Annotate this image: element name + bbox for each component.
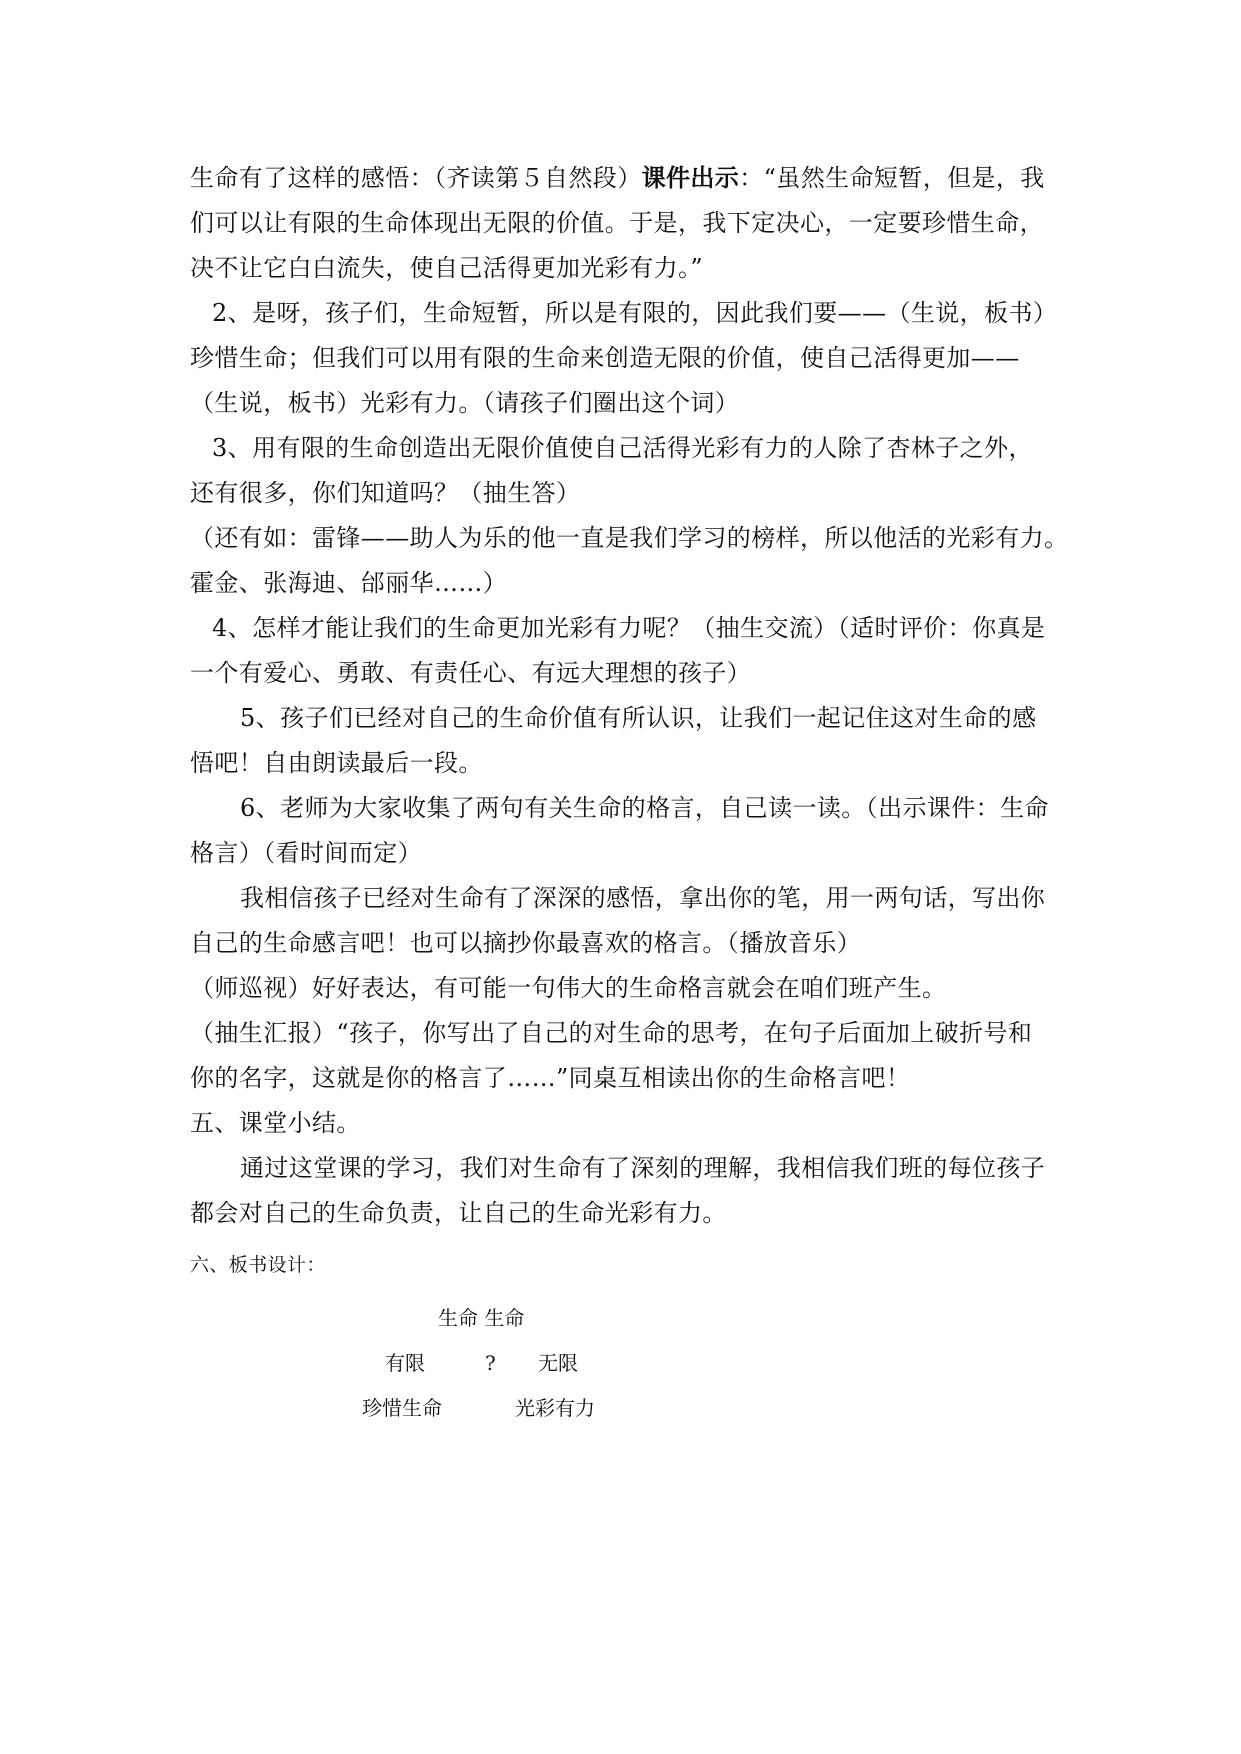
section-heading-board-design: 六、板书设计： [190, 1254, 326, 1276]
line-1-quote: ：“虽然生命短暂，但是，我 [739, 164, 1045, 192]
line-1-text: 生命有了这样的感悟：（齐读第５自然段） [190, 164, 642, 192]
paragraph-line-21: 你的名字，这就是你的格言了……”同桌互相读出你的生命格言吧！ [190, 1064, 911, 1092]
paragraph-line-9: （还有如：雷锋——助人为乐的他一直是我们学习的榜样，所以他活的光彩有力。 [190, 524, 1069, 552]
courseware-label: 课件出示 [641, 163, 740, 192]
paragraph-line-18: 自己的生命感言吧！也可以摘抄你最喜欢的格言。（播放音乐） [190, 929, 862, 957]
paragraph-line-14: 悟吧！自由朗读最后一段。 [190, 749, 483, 777]
board-title: 生命 生命 [438, 1306, 525, 1330]
paragraph-line-10: 霍金、张海迪、邰丽华……） [190, 569, 508, 597]
paragraph-line-3: 决不让它白白流失，使自己活得更加光彩有力。” [190, 254, 704, 282]
paragraph-line-7: 3、用有限的生命创造出无限价值使自己活得光彩有力的人除了杏林子之外， [212, 434, 1033, 462]
paragraph-line-1 [190, 163, 1045, 193]
paragraph-line-8: 还有很多，你们知道吗？（抽生答） [190, 479, 581, 507]
paragraph-line-19: （师巡视）好好表达，有可能一句伟大的生命格言就会在咱们班产生。 [190, 974, 947, 1002]
board-right-bottom: 光彩有力 [515, 1396, 595, 1420]
section-heading-summary: 五、课堂小结。 [190, 1109, 361, 1137]
paragraph-line-23: 通过这堂课的学习，我们对生命有了深刻的理解，我相信我们班的每位孩子 [240, 1154, 1046, 1182]
paragraph-line-5: 珍惜生命；但我们可以用有限的生命来创造无限的价值，使自己活得更加—— [190, 344, 1020, 372]
paragraph-line-2: 们可以让有限的生命体现出无限的价值。于是，我下定决心，一定要珍惜生命， [190, 209, 1044, 237]
board-left-top: 有限 [385, 1351, 425, 1375]
paragraph-line-15: 6、老师为大家收集了两句有关生命的格言，自己读一读。（出示课件：生命 [240, 794, 1049, 822]
paragraph-line-13: 5、孩子们已经对自己的生命价值有所认识，让我们一起记住这对生命的感 [240, 704, 1037, 732]
paragraph-line-6: （生说，板书）光彩有力。（请孩子们圈出这个词） [190, 389, 740, 417]
board-right-top: 无限 [538, 1351, 578, 1375]
paragraph-line-24: 都会对自己的生命负责，让自己的生命光彩有力。 [190, 1199, 727, 1227]
paragraph-line-20: （抽生汇报）“孩子，你写出了自己的对生命的思考，在句子后面加上破折号和 [190, 1019, 1033, 1047]
paragraph-line-4: 2、是呀，孩子们，生命短暂，所以是有限的，因此我们要——（生说，板书） [212, 299, 1058, 327]
paragraph-line-12: 一个有爱心、勇敢、有责任心、有远大理想的孩子） [190, 659, 752, 687]
paragraph-line-16: 格言）（看时间而定） [190, 839, 422, 867]
board-middle-mark: ? [485, 1351, 496, 1375]
board-left-bottom: 珍惜生命 [362, 1396, 442, 1420]
paragraph-line-17: 我相信孩子已经对生命有了深深的感悟，拿出你的笔，用一两句话，写出你 [240, 884, 1046, 912]
paragraph-line-11: 4、怎样才能让我们的生命更加光彩有力呢？（抽生交流）（适时评价：你真是 [212, 614, 1046, 642]
